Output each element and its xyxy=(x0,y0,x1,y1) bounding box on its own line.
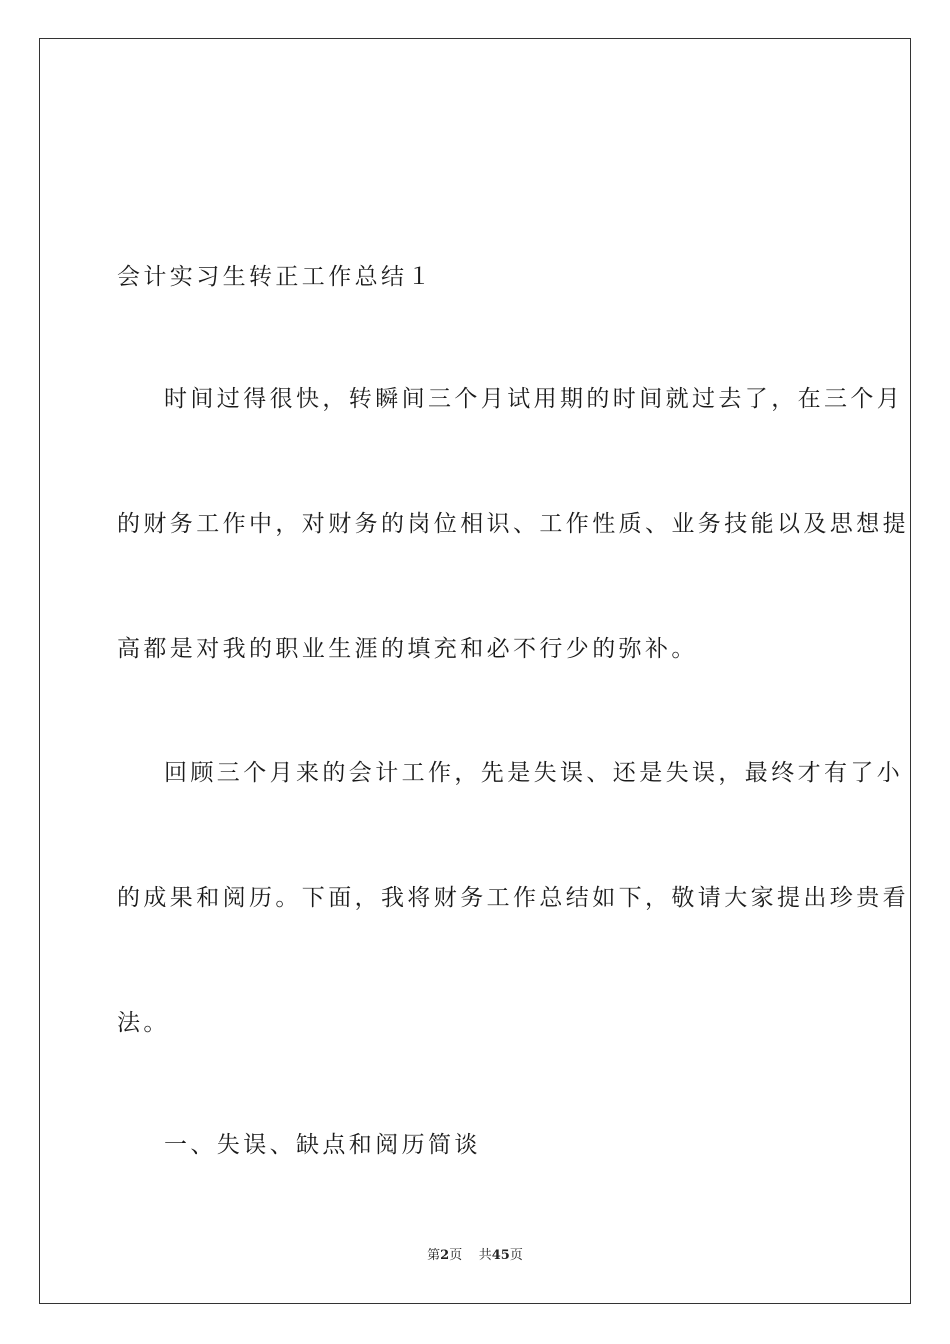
paragraph-1-line-1: 时间过得很快，转瞬间三个月试用期的时间就过去了，在三个月 xyxy=(164,386,904,412)
total-prefix: 共 xyxy=(478,1248,492,1263)
paragraph-2-line-2: 的成果和阅历。下面，我将财务工作总结如下，敬请大家提出珍贵看 xyxy=(117,885,909,911)
document-title: 会计实习生转正工作总结１ xyxy=(117,264,434,290)
paragraph-1-line-3: 高都是对我的职业生涯的填充和必不行少的弥补。 xyxy=(117,636,698,662)
paragraph-2-line-3: 法。 xyxy=(117,1010,170,1036)
page-current: 2 xyxy=(440,1248,450,1263)
page-prefix: 第 xyxy=(427,1248,441,1263)
section-heading: 一、失误、缺点和阅历简谈 xyxy=(164,1132,481,1158)
page-total: 45 xyxy=(491,1248,510,1263)
paragraph-2-line-1: 回顾三个月来的会计工作，先是失误、还是失误，最终才有了小 xyxy=(164,760,904,786)
page-footer xyxy=(0,1247,950,1265)
total-suffix: 页 xyxy=(509,1248,523,1263)
page-suffix: 页 xyxy=(449,1248,463,1263)
page-border xyxy=(39,38,911,1304)
paragraph-1-line-2: 的财务工作中，对财务的岗位相识、工作性质、业务技能以及思想提 xyxy=(117,511,909,537)
